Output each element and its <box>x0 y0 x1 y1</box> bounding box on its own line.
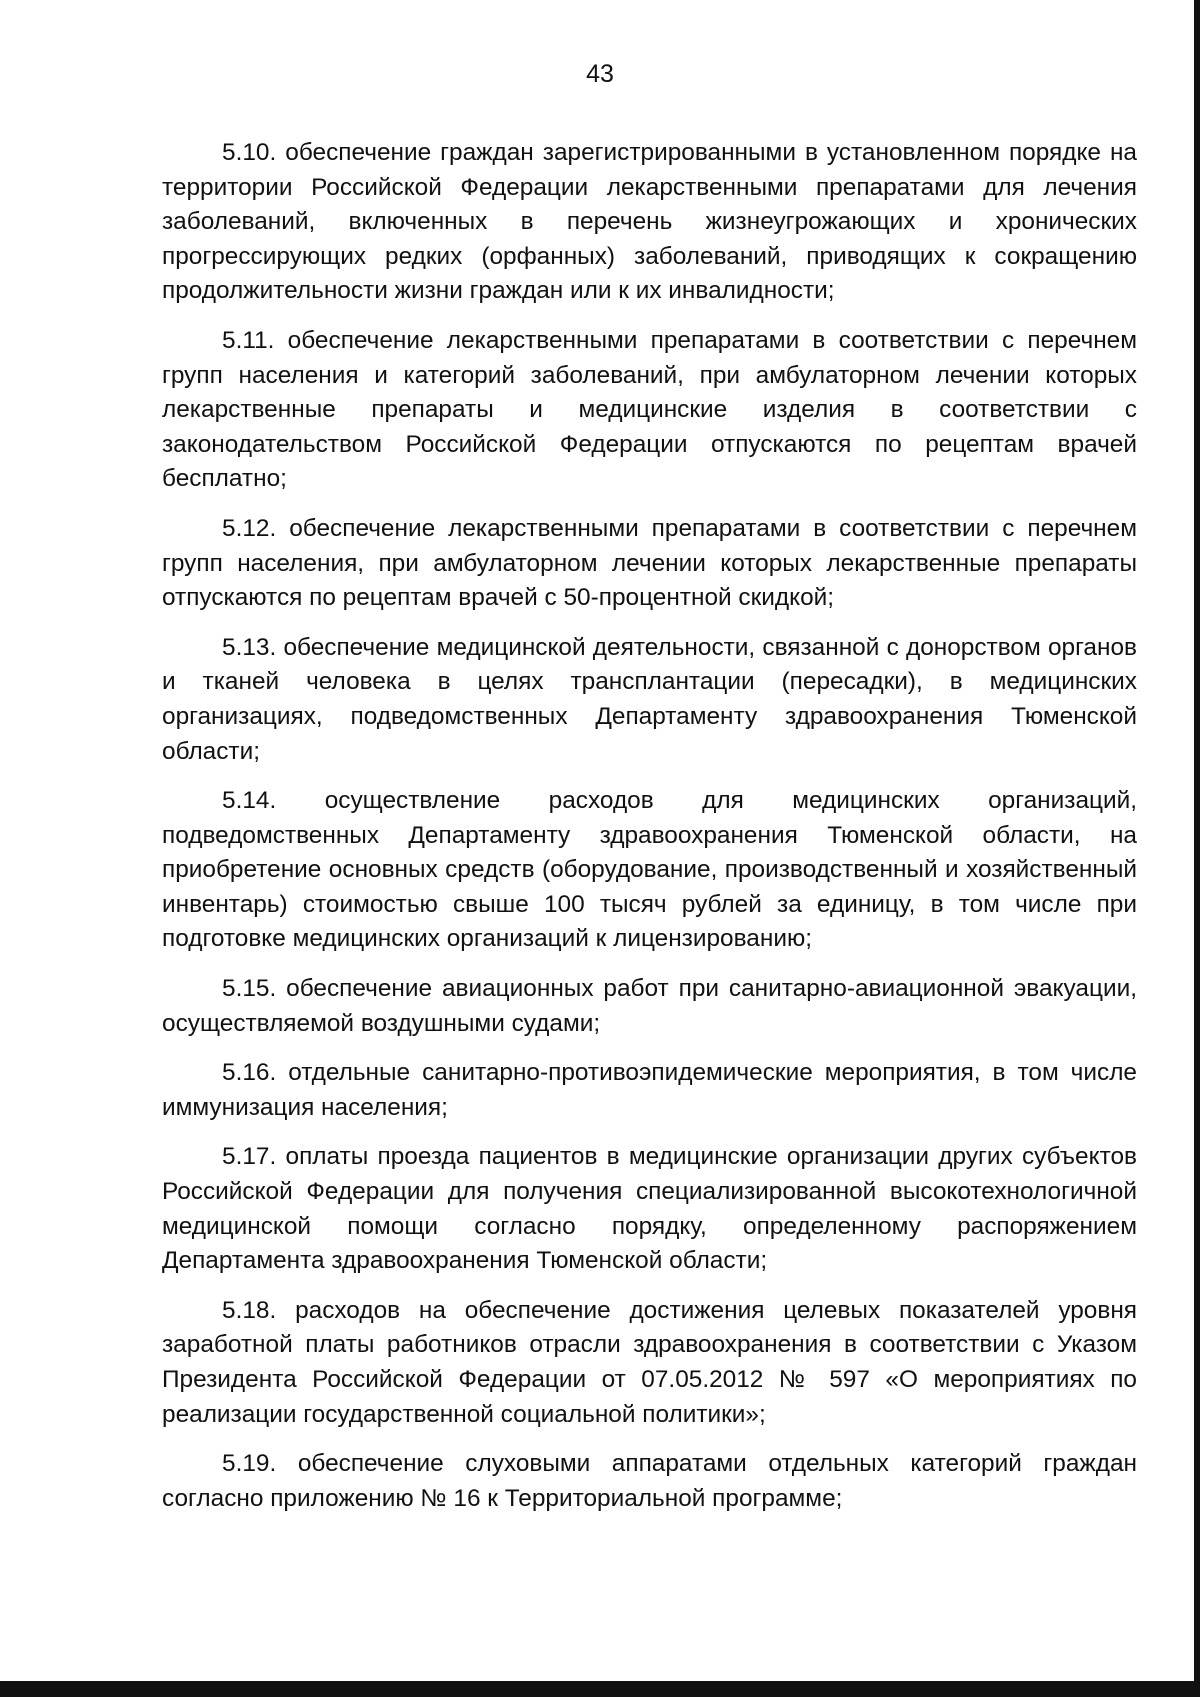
item-text: обеспечение слуховыми аппаратами отдельных категорий граждан согласно приложению № 16 к Территориальной программе; <box>162 1450 1138 1512</box>
list-item <box>162 1140 1137 1278</box>
list-item <box>162 1447 1137 1516</box>
item-number: 5.16. <box>222 1059 277 1087</box>
item-number: 5.15. <box>222 975 277 1003</box>
scan-edge-bottom <box>0 1681 1200 1697</box>
page-number: 43 <box>586 60 614 88</box>
item-number: 5.12. <box>222 514 277 542</box>
item-text: отдельные санитарно-противоэпидемические мероприятия, в том числе иммунизация населения; <box>162 1059 1137 1121</box>
item-text: обеспечение авиационных работ при санитарно-авиационной эвакуации, осуществляемой воздушными судами; <box>162 975 1137 1037</box>
item-number: 5.17. <box>222 1143 277 1171</box>
item-text: оплаты проезда пациентов в медицинские организации других субъектов Российской Федерации для получения специализированной высокотехнологичной медицинской помощи согласно порядку, определенному распоряжением Департамента здравоохранения Тюменской области; <box>162 1143 1137 1275</box>
item-text: обеспечение медицинской деятельности, связанной с донорством органов и тканей человека в целях трансплантации (пересадки), в медицинских организациях, подведомственных Департаменту здравоохранения Тюменской области; <box>162 633 1137 765</box>
item-number: 5.10. <box>222 139 277 166</box>
item-text: обеспечение лекарственными препаратами в соответствии с перечнем групп населения и категорий заболеваний, при амбулаторном лечении которых лекарственные препараты и медицинские изделия в соответствии с законодательством Российской Федерации отпускаются по рецептам врачей бесплатно; <box>162 326 1137 493</box>
list-item <box>162 784 1137 957</box>
list-item <box>162 1056 1137 1125</box>
item-text: обеспечение граждан зарегистрированными в установленном порядке на территории Российской Федерации лекарственными препаратами для лечения заболеваний, включенных в перечень жизнеугрожающих и хронических прогрессирующих редких (орфанных) заболеваний, приводящих к сокращению продолжительности жизни граждан или к их инвалидности; <box>162 139 1137 305</box>
item-number: 5.14. <box>222 787 277 815</box>
list-item <box>162 136 1137 309</box>
list-item <box>162 324 1137 497</box>
list-item <box>162 972 1137 1041</box>
list-item <box>162 512 1137 616</box>
item-number: 5.18. <box>222 1296 277 1324</box>
item-number: 5.13. <box>222 633 277 661</box>
list-item <box>162 1294 1137 1432</box>
item-number: 5.11. <box>222 326 275 354</box>
list-item <box>162 631 1137 769</box>
item-text: обеспечение лекарственными препаратами в соответствии с перечнем групп населения, при амбулаторном лечении которых лекарственные препараты отпускаются по рецептам врачей с 50-процентной скидкой; <box>162 514 1137 612</box>
item-text: расходов на обеспечение достижения целевых показателей уровня заработной платы работников отрасли здравоохранения в соответствии с Указом Президента Российской Федерации от 07.05.2012 № 597 «О мероприятиях по реализации государственной социальной политики»; <box>162 1296 1138 1428</box>
item-text: осуществление расходов для медицинских организаций, подведомственных Департаменту здравоохранения Тюменской области, на приобретение основных средств (оборудование, производственный и хозяйственный инвентарь) стоимостью свыше 100 тысяч рублей за единицу, в том числе при подготовке медицинских организаций к лицензированию; <box>162 787 1138 953</box>
document-body <box>162 136 1137 1531</box>
item-number: 5.19. <box>222 1450 277 1478</box>
scan-edge-right <box>1194 0 1200 1697</box>
